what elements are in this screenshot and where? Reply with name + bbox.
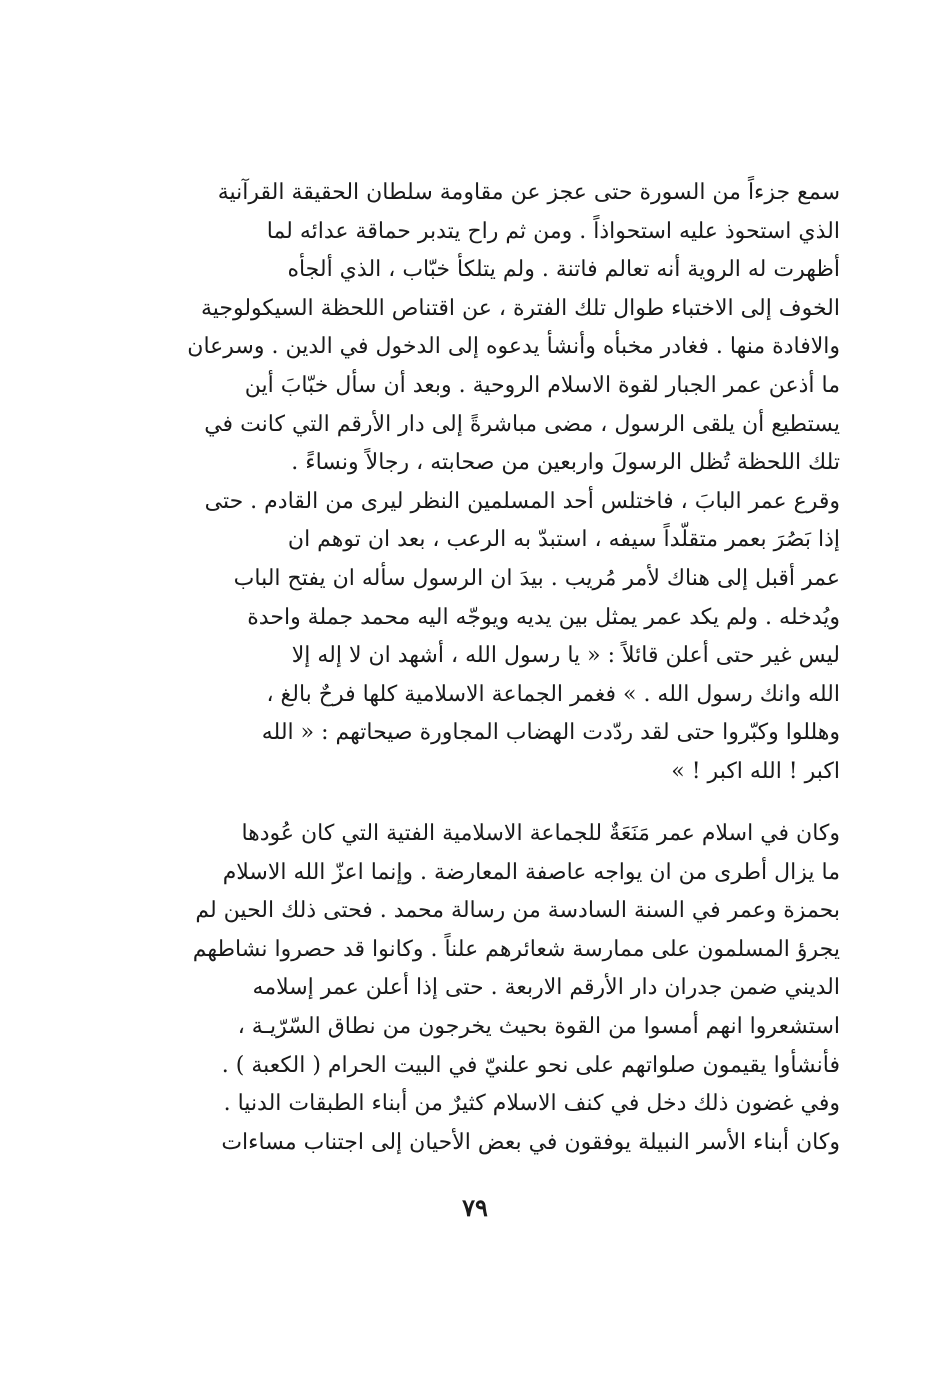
text-line: وكان أبناء الأسر النبيلة يوفقون في بعض الأحيان إلى اجتناب مساءات bbox=[221, 1129, 840, 1155]
text-line: إذا بَصُرَ بعمر متقلّداً سيفه ، استبدّ به الرعب ، بعد ان توهم ان bbox=[287, 527, 840, 553]
text-line: يستطيع أن يلقى الرسول ، مضى مباشرةً إلى دار الأرقم التي كانت في bbox=[204, 411, 840, 437]
text-line: بحمزة وعمر في السنة السادسة من رسالة محمد . فحتى ذلك الحين لم bbox=[195, 898, 840, 924]
text-line: عمر أقبل إلى هناك لأمر مُريب . بيدَ ان الرسول سأله ان يفتح الباب bbox=[233, 565, 840, 591]
text-line: ليس غير حتى أعلن قائلاً : « يا رسول الله ، أشهد ان لا إله إلا bbox=[291, 643, 840, 669]
paragraph-1 bbox=[180, 174, 840, 792]
text-line: تلك اللحظة تُظل الرسولَ واربعين من صحابته ، رجالاً ونساءً . bbox=[291, 450, 840, 476]
text-line: الخوف إلى الاختباء طوال تلك الفترة ، عن اقتناص اللحظة السيكولوجية bbox=[200, 295, 840, 321]
text-line: اكبر ! الله اكبر ! » bbox=[671, 758, 840, 784]
text-line: يجرؤ المسلمون على ممارسة شعائرهم علناً . وكانوا قد حصروا نشاطهم bbox=[192, 936, 840, 962]
text-line: والافادة منها . فغادر مخبأه وأنشأ يدعوه إلى الدخول في الدين . وسرعان bbox=[187, 334, 840, 360]
page-number: ٧٩ bbox=[462, 1193, 488, 1222]
text-line: الديني ضمن جدران دار الأرقم الاربعة . حتى إذا أعلن عمر إسلامه bbox=[252, 975, 840, 1001]
text-line: أظهرت له الروية أنه تعالم فاتنة . ولم يتلكأ خبّاب ، الذي ألجأه bbox=[287, 257, 840, 283]
text-line: وهللوا وكبّروا حتى لقد ردّدت الهضاب المجاورة صيحاتهم : « الله bbox=[261, 720, 840, 746]
text-line: فأنشأوا يقيمون صلواتهم على نحو علنيّ في البيت الحرام ( الكعبة ) . bbox=[221, 1052, 840, 1078]
text-line: ما يزال أطرى من ان يواجه عاصفة المعارضة . وإنما اعزّ الله الاسلام bbox=[222, 859, 840, 885]
paragraph-2 bbox=[180, 815, 840, 1162]
text-line: وفي غضون ذلك دخل في كنف الاسلام كثيرٌ من أبناء الطبقات الدنيا . bbox=[223, 1091, 840, 1117]
text-line: الذي استحوذ عليه استحواذاً . ومن ثم راح يتدبر حماقة عدائه لما bbox=[266, 218, 840, 244]
text-line: الله وانك رسول الله . » فغمر الجماعة الاسلامية كلها فرحٌ بالغ ، bbox=[266, 681, 840, 707]
text-line: ما أذعن عمر الجبار لقوة الاسلام الروحية . وبعد أن سأل خبّابَ أين bbox=[244, 372, 840, 398]
text-line: ويُدخله . ولم يكد عمر يمثل بين يديه ويوجّه اليه محمد جملة واحدة bbox=[247, 604, 840, 630]
text-line: وقرع عمر البابَ ، فاختلس أحد المسلمين النظر ليرى من القادم . حتى bbox=[204, 488, 840, 514]
text-line: استشعروا انهم أمسوا من القوة بحيث يخرجون من نطاق السّرّيـة ، bbox=[237, 1013, 840, 1039]
text-line: وكان في اسلام عمر مَنَعَةٌ للجماعة الاسلامية الفتية التي كان عُودها bbox=[241, 821, 840, 846]
text-line: سمع جزءاً من السورة حتى عجز عن مقاومة سلطان الحقيقة القرآنية bbox=[217, 180, 840, 205]
